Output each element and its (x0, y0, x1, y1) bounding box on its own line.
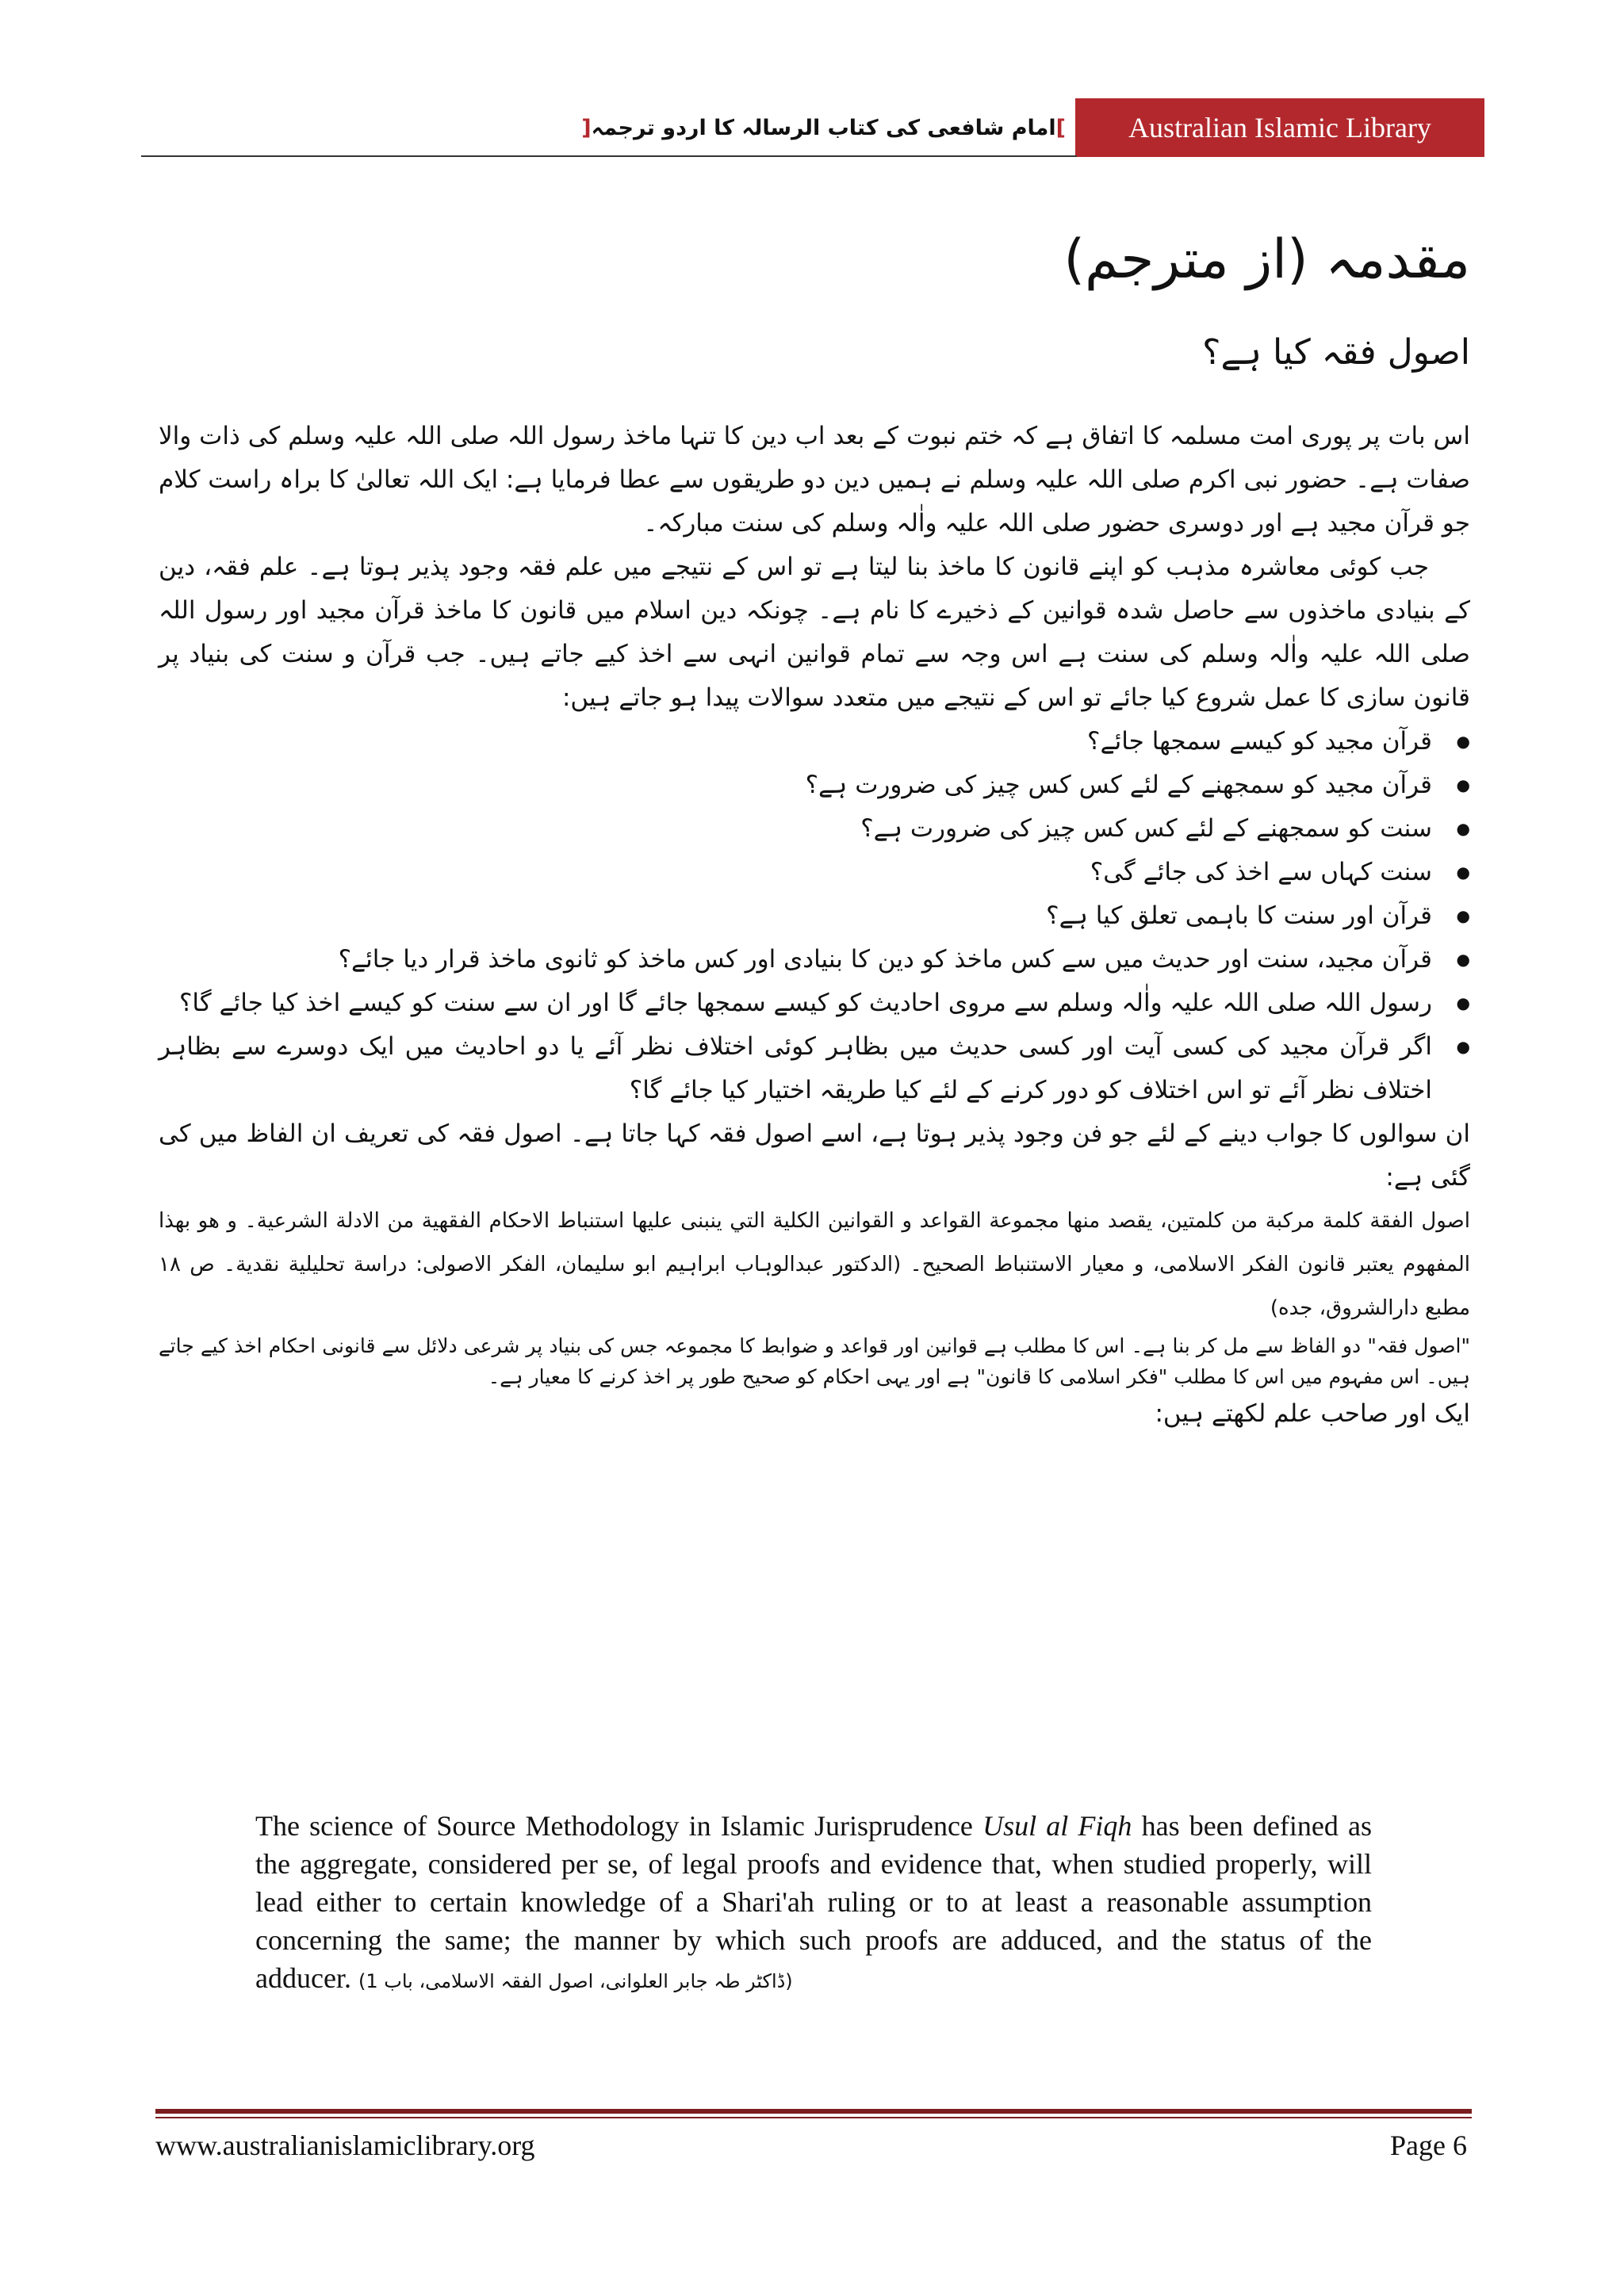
footer-rule-thin (155, 2117, 1472, 2118)
page-title: مقدمہ (از مترجم) (1063, 228, 1470, 291)
list-item: ● سنت کو سمجھنے کے لئے کس کس چیز کی ضرورت ہے؟ (159, 807, 1432, 851)
brand-label: Australian Islamic Library (1075, 98, 1484, 157)
footer-rule (155, 2109, 1472, 2114)
list-item: ● قرآن مجید کو کیسے سمجھا جائے؟ (159, 720, 1432, 763)
list-item: ● قرآن اور سنت کا باہمی تعلق کیا ہے؟ (159, 894, 1432, 938)
definition-intro: ان سوالوں کا جواب دینے کے لئے جو فن وجود پذیر ہوتا ہے، اسے اصول فقہ کہا جاتا ہے۔ اصول فقہ کی تعریف ان الفاظ میں کی گئی ہے: (159, 1119, 1470, 1192)
paragraph-1: اس بات پر پوری امت مسلمہ کا اتفاق ہے کہ ختم نبوت کے بعد اب دین کا تنہا ماخذ رسول اللہ صلی اللہ علیہ وسلم کی ذات والا صفات ہے۔ حضور نبی اکرم صلی اللہ علیہ وسلم نے ہمیں دین دو طریقوں سے عطا فرمایا ہے: ایک اللہ تعالیٰ کا براہ راست کلام جو قرآن مجید ہے اور دوسری حضور صلی اللہ علیہ واٰلہ وسلم کی سنت مبارکہ۔ (159, 422, 1470, 538)
body-text (159, 415, 1470, 1436)
bracket-open: ] (1055, 115, 1066, 140)
list-item: ● اگر قرآن مجید کی کسی آیت اور کسی حدیث میں بظاہر کوئی اختلاف نظر آئے یا دو احادیث میں ایک دوسرے سے بظاہر اختلاف نظر آئے تو اس اختلاف کو دور کرنے کے لئے کیا طریقہ اختیار کیا جائے گا؟ (159, 1025, 1432, 1112)
page-header (141, 98, 1484, 157)
arabic-quote: اصول الفقة كلمة مركبة من كلمتين، يقصد منها مجموعة القواعد و القوانين الكلية التي ينبنى عليها استنباط الاحكام الفقهية من الادلة الشرعية۔ و هو بهذا المفهوم يعتبر قانون الفكر الاسلامى، و معيار الاستنباط الصحيح۔ (الدكتور عبدالوہاب ابراہیم ابو سليمان، الفكر الاصولى: دراسة تحليلية نقدية۔ ص ١٨ مطبع دارالشروق، جده) (159, 1209, 1470, 1320)
list-item: ● قرآن مجید، سنت اور حدیث میں سے کس ماخذ کو دین کا بنیادی اور کس ماخذ کو ثانوی ماخذ قرار دیا جائے؟ (159, 938, 1432, 982)
list-item: ● رسول اللہ صلی اللہ علیہ واٰلہ وسلم سے مروی احادیث کو کیسے سمجھا جائے گا اور ان سے سنت کو کیسے اخذ کیا جائے گا؟ (159, 982, 1432, 1025)
list-item: ● قرآن مجید کو سمجھنے کے لئے کس کس چیز کی ضرورت ہے؟ (159, 763, 1432, 807)
header-rule (141, 155, 1077, 157)
questions-list (159, 720, 1470, 1112)
urdu-translation: "اصول فقہ" دو الفاظ سے مل کر بنا ہے۔ اس کا مطلب ہے قوانین اور قواعد و ضوابط کا مجموعہ جس کی بنیاد پر شرعی دلائل سے قانونی احکام اخذ کیے جاتے ہیں۔ اس مفہوم میں اس کا مطلب "فکر اسلامی کا قانون" ہے اور یہی احکام کو صحیح طور پر اخذ کرنے کا معیار ہے۔ (159, 1334, 1470, 1388)
another-scholar: ایک اور صاحب علم لکھتے ہیں: (1155, 1399, 1470, 1428)
paragraph-2: جب کوئی معاشرہ مذہب کو اپنے قانون کا ماخذ بنا لیتا ہے تو اس کے نتیجے میں علم فقہ وجود پذیر ہوتا ہے۔ علم فقہ، دین کے بنیادی ماخذوں سے حاصل شدہ قوانین کے ذخیرے کا نام ہے۔ چونکہ دین اسلام میں قانون کا ماخذ قرآن مجید اور رسول اللہ صلی اللہ علیہ واٰلہ وسلم کی سنت ہے اس وجہ سے تمام قوانین انہی سے اخذ کیے جاتے ہیں۔ جب قرآن و سنت کی بنیاد پر قانون سازی کا عمل شروع کیا جائے تو اس کے نتیجے میں متعدد سوالات پیدا ہو جاتے ہیں: (159, 553, 1470, 712)
book-title (581, 98, 1066, 157)
footer-url: www.australianislamiclibrary.org (155, 2130, 535, 2161)
english-quote-start: The science of Source Methodology in Islamic Jurisprudence (255, 1810, 983, 1842)
english-quote-citation: (ڈاکٹر طہ جابر العلوانی، اصول الفقہ الاسلامی، باب 1) (358, 1970, 793, 1992)
book-title-text: امام شافعی کی کتاب الرسالہ کا اردو ترجمہ (591, 115, 1056, 140)
bracket-close: [ (581, 115, 592, 140)
section-title: اصول فقہ کیا ہے؟ (1202, 332, 1470, 373)
english-quote-rest: has been defined as the aggregate, considered per se, of legal proofs and evidence that, when studied properly, will lead either to certain knowledge of a Shari'ah ruling or to at least a reasonable assumption concerning the same; the manner by which such proofs are adduced, and the status of the adducer. (255, 1810, 1372, 1994)
page-number: Page 6 (1390, 2130, 1467, 2161)
english-quote (255, 1807, 1372, 2000)
list-item: ● سنت کہاں سے اخذ کی جائے گی؟ (159, 851, 1432, 894)
english-quote-term: Usul al Fiqh (982, 1810, 1132, 1842)
